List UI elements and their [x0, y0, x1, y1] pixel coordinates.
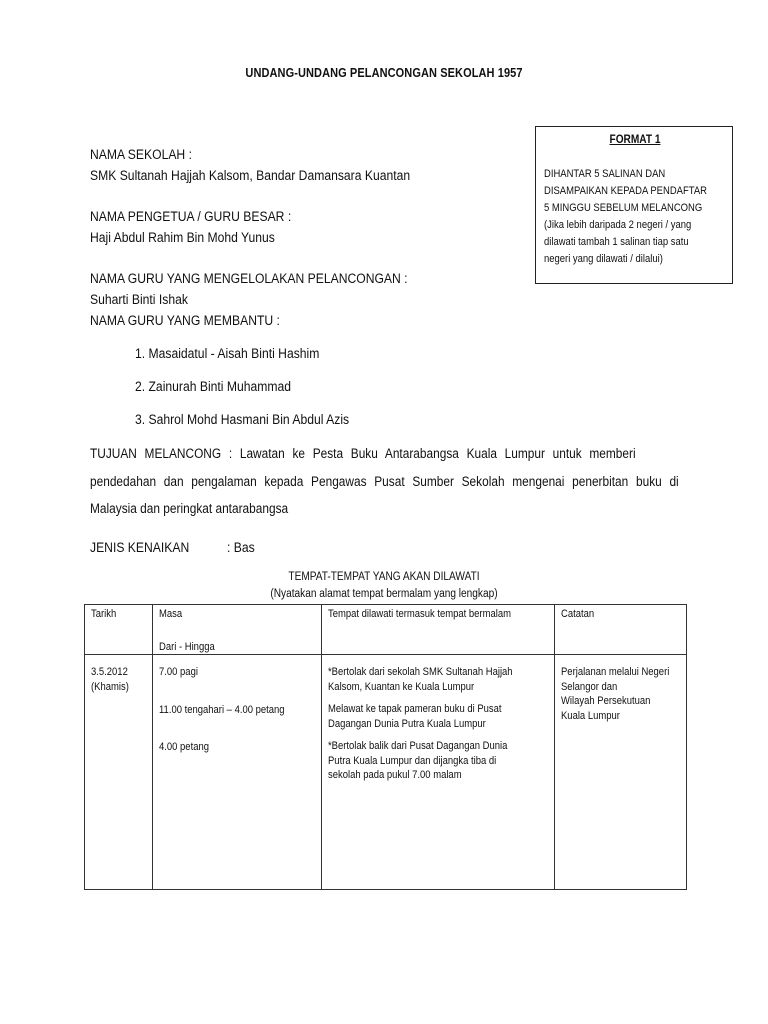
principal-value: Haji Abdul Rahim Bin Mohd Yunus — [90, 230, 275, 245]
table-header-row — [85, 605, 687, 655]
place-cell: *Bertolak dari sekolah SMK Sultanah Hajjah Kalsom, Kuantan ke Kuala Lumpur Melawat ke tapak pameran buku di Pusat Dagangan Dunia Putra Kuala Lumpur *Bertolak balik dari Pusat Dagangan Dunia Putra Kuala Lumpur dan dijangka tiba di sekolah pada pukul 7.00 malam — [322, 655, 555, 890]
date-cell: 3.5.2012 (Khamis) — [85, 655, 153, 890]
header-cell-time: Masa Dari - Hingga — [153, 605, 322, 655]
vehicle-value: : Bas — [227, 540, 255, 555]
header-cell-date: Tarikh — [85, 605, 153, 655]
assistant-item: 1. Masaidatul - Aisah Binti Hashim — [135, 346, 320, 361]
organizer-label: NAMA GURU YANG MENGELOLAKAN PELANCONGAN : — [90, 271, 408, 286]
schedule-caption: TEMPAT-TEMPAT YANG AKAN DILAWATI — [288, 571, 480, 583]
format-line: negeri yang dilawati / dilalui) — [544, 253, 663, 265]
organizer-value: Suharti Binti Ishak — [90, 292, 188, 307]
schedule-table — [84, 604, 687, 890]
principal-label: NAMA PENGETUA / GURU BESAR : — [90, 209, 292, 224]
purpose-paragraph — [90, 440, 762, 523]
time-cell: 7.00 pagi 11.00 tengahari – 4.00 petang 4.00 petang — [153, 655, 322, 890]
header-cell-place: Tempat dilawati termasuk tempat bermalam — [322, 605, 555, 655]
assistant-item: 2. Zainurah Binti Muhammad — [135, 379, 292, 394]
assistants-label: NAMA GURU YANG MEMBANTU : — [90, 313, 280, 328]
format-line: 5 MINGGU SEBELUM MELANCONG — [544, 202, 703, 214]
purpose-line: TUJUAN MELANCONG : Lawatan ke Pesta Buku Antarabangsa Kuala Lumpur untuk memberi — [90, 446, 636, 461]
format-line: (Jika lebih daripada 2 negeri / yang — [544, 219, 692, 231]
vehicle-label: JENIS KENAIKAN — [90, 540, 190, 555]
header-cell-notes: Catatan — [555, 605, 687, 655]
table-row — [85, 655, 687, 890]
schedule-subcaption: (Nyatakan alamat tempat bermalam yang lengkap) — [270, 588, 498, 600]
school-value: SMK Sultanah Hajjah Kalsom, Bandar Damansara Kuantan — [90, 168, 411, 183]
purpose-line: pendedahan dan pengalaman kepada Pengawas Pusat Sumber Sekolah mengenai penerbitan buku di — [90, 473, 679, 489]
assistant-item: 3. Sahrol Mohd Hasmani Bin Abdul Azis — [135, 412, 350, 427]
school-label: NAMA SEKOLAH : — [90, 147, 192, 162]
format-line: DIHANTAR 5 SALINAN DAN — [544, 168, 666, 180]
notes-cell: Perjalanan melalui Negeri Selangor dan Wilayah Persekutuan Kuala Lumpur — [555, 655, 687, 890]
format-line: DISAMPAIKAN KEPADA PENDAFTAR — [544, 185, 707, 197]
format-line: dilawati tambah 1 salinan tiap satu — [544, 236, 689, 248]
format-title: FORMAT 1 — [609, 134, 661, 146]
format-box — [535, 126, 733, 284]
format-instructions — [544, 166, 744, 268]
purpose-line: Malaysia dan peringkat antarabangsa — [90, 501, 289, 516]
document-title: UNDANG-UNDANG PELANCONGAN SEKOLAH 1957 — [245, 66, 523, 80]
